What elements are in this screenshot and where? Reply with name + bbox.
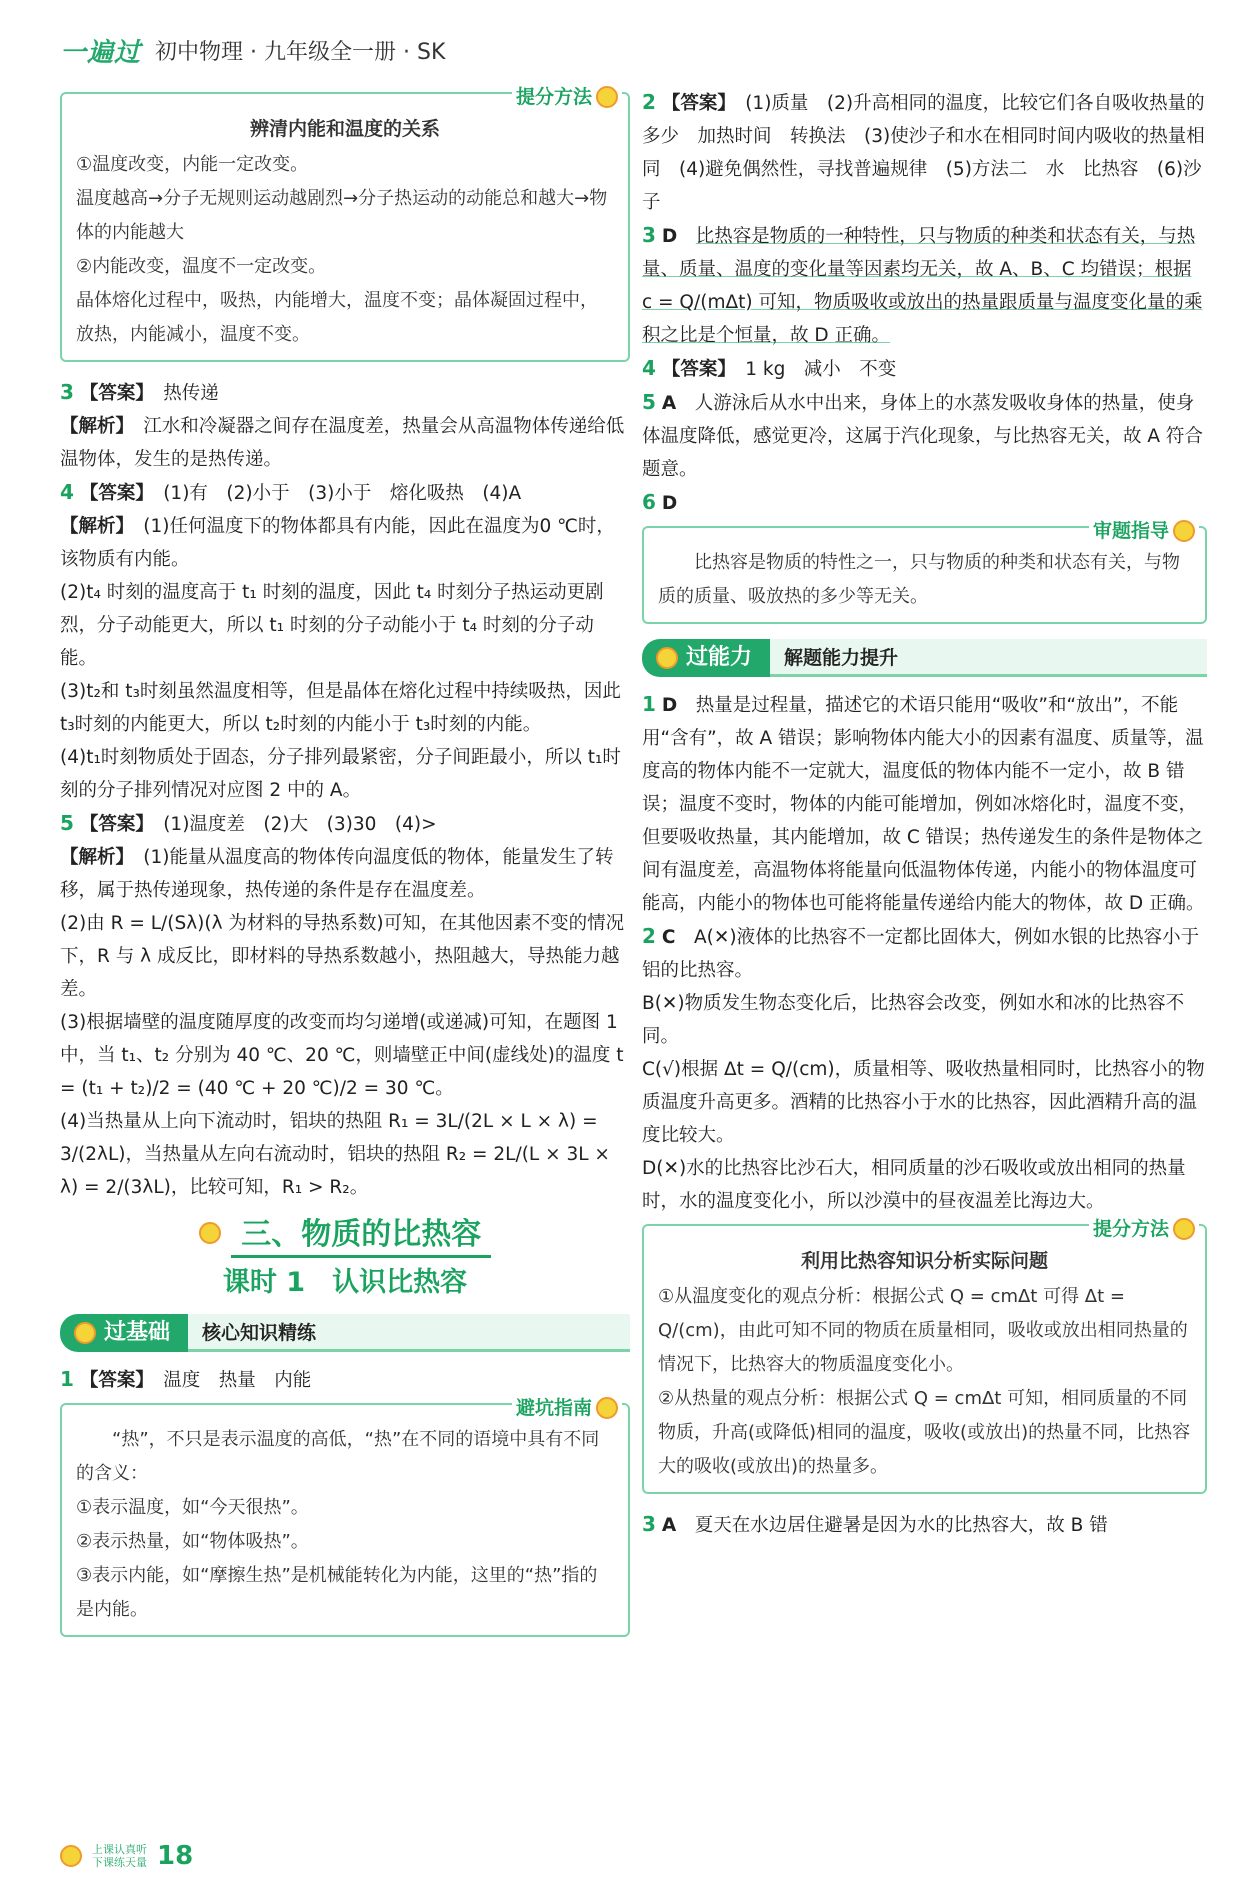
box-line: “热”，不只是表示温度的高低，“热”在不同的语境中具有不同的含义： [76, 1429, 600, 1484]
box-line: 晶体熔化过程中，吸热，内能增大，温度不变；晶体凝固过程中，放热，内能减小，温度不变。 [76, 290, 598, 345]
explain-line: (4)当热量从上向下流动时，铝块的热阻 R₁ = 3L/(2L × L × λ) = 3/(2λL)，当热量从左向右流动时，铝块的热阻 R₂ = 2L/(L × 3L × λ) = 2/(3λL)，比较可知，R₁ > R₂。 [60, 1111, 610, 1198]
box-line: ②表示热量，如“物体吸热”。 [76, 1531, 309, 1552]
box-line: ②内能改变，温度不一定改变。 [76, 256, 327, 277]
choice-answer: 5 A 人游泳后从水中出来，身体上的水蒸发吸收身体的热量，使身体温度降低，感觉更冷，这属于汽化现象，与比热容无关，故 A 符合题意。 [642, 390, 1203, 480]
box-line: 比热容是物质的特性之一，只与物质的种类和状态有关，与物质的质量、吸放热的多少等无关。 [658, 552, 1180, 607]
box-label: 提分方法 [512, 80, 622, 114]
box-label: 提分方法 [1089, 1212, 1199, 1246]
explain-line: (3)t₂和 t₃时刻虽然温度相等，但是晶体在熔化过程中持续吸热，因此 t₃时刻的内能更大，所以 t₂时刻的内能小于 t₃时刻的内能。 [60, 681, 621, 735]
choice-answer: 1 D 热量是过程量，描述它的术语只能用“吸收”和“放出”，不能用“含有”，故 A 错误；影响物体内能大小的因素有温度、质量等，温度高的物体内能不一定就大，温度低的物体内能不一定小，故 B 错误；温度不变时，物体的内能可能增加，例如冰熔化时，温度不变，但要吸收热量，其内能增加，故 C 错误；热传递发生的条件是物体之间有温度差，高温物体将能量向低温物体传递，内能小的物体温度可能高，内能小的物体也可能将能量传递给内能大的物体，故 D 正确。 [642, 692, 1205, 914]
tip-box-method [60, 86, 630, 362]
lesson-title: 课时 1 认识比热容 [222, 1267, 468, 1298]
flower-icon [596, 1397, 618, 1419]
choice-answer: 2 C A(✕)液体的比热容不一定都比固体大，例如水银的比热容小于铝的比热容。 [642, 924, 1200, 981]
explain-line: 【解析】 江水和冷凝器之间存在温度差，热量会从高温物体传递给低温物体，发生的是热传递。 [60, 416, 625, 470]
box-line: ①从温度变化的观点分析：根据公式 Q = cmΔt 可得 Δt = Q/(cm)，由此可知不同的物质在质量相同，吸收或放出相同热量的情况下，比热容大的物质温度变化小。 [658, 1286, 1188, 1375]
explain-line: (3)根据墙壁的温度随厚度的改变而均匀递增(或递减)可知，在题图 1 中，当 t₁、t₂ 分别为 40 ℃、20 ℃，则墙壁正中间(虚线处)的温度 t = (t₁ + t₂)/2 = (40 ℃ + 20 ℃)/2 = 30 ℃。 [60, 1012, 624, 1099]
answer-line: 3 【答案】 热传递 [60, 380, 219, 404]
flower-icon [1173, 520, 1195, 542]
explain-line: B(✕)物质发生物态变化后，比热容会改变，例如水和冰的比热容不同。 [642, 993, 1185, 1047]
flower-icon [1173, 1218, 1195, 1240]
answer-line: 2 【答案】 (1)质量 (2)升高相同的温度，比较它们各自吸收热量的多少 加热时间 转换法 (3)使沙子和水在相同时间内吸收的热量相同 (4)避免偶然性，寻找普遍规律 (5)方法二 水 比热容 (6)沙子 [642, 90, 1205, 213]
box-line: ①温度改变，内能一定改变。 [76, 154, 309, 175]
mascot-icon [60, 1845, 82, 1867]
flower-icon [596, 86, 618, 108]
box-label: 审题指导 [1089, 514, 1199, 548]
box-title: 辨清内能和温度的关系 [249, 118, 440, 140]
choice-answer: 3 A 夏天在水边居住避暑是因为水的比热容大，故 B 错 [642, 1512, 1108, 1536]
answer-line: 4 【答案】 (1)有 (2)小于 (3)小于 熔化吸热 (4)A [60, 480, 522, 504]
brand-logo: 一遍过 [60, 37, 142, 68]
tip-box-pitfall [60, 1397, 630, 1637]
footer-motto: 上课认真听 下课练天量 [92, 1843, 147, 1869]
choice-answer: 6 D [642, 490, 678, 514]
banner-left: 过能力 [642, 639, 770, 677]
explain-line: (2)由 R = L/(Sλ)(λ 为材料的导热系数)可知，在其他因素不变的情况下，R 与 λ 成反比，即材料的导热系数越小，热阻越大，导热能力越差。 [60, 913, 625, 1000]
explain-line: C(√)根据 Δt = Q/(cm)，质量相等、吸收热量相同时，比热容小的物质温度升高更多。酒精的比热容小于水的比热容，因此酒精升高的温度比较大。 [642, 1059, 1205, 1146]
answer-line: 5 【答案】 (1)温度差 (2)大 (3)30 (4)> [60, 811, 437, 835]
explain-line: D(✕)水的比热容比沙石大，相同质量的沙石吸收或放出相同的热量时，水的温度变化小，所以沙漠中的昼夜温差比海边大。 [642, 1158, 1186, 1212]
box-line: ③表示内能，如“摩擦生热”是机械能转化为内能，这里的“热”指的是内能。 [76, 1565, 598, 1620]
book-subtitle: 初中物理 · 九年级全一册 · SK [155, 39, 446, 65]
answer-line: 4 【答案】 1 kg 减小 不变 [642, 356, 897, 380]
answer-line: 1 【答案】 温度 热量 内能 [60, 1367, 312, 1391]
box-line: ①表示温度，如“今天很热”。 [76, 1497, 309, 1518]
choice-answer: 3 D 比热容是物质的一种特性，只与物质的种类和状态有关，与热量、质量、温度的变化量等因素均无关，故 A、B、C 均错误；根据 c = Q/(mΔt) 可知，物质吸收或放出的热量跟质量与温度变化量的乘积之比是个恒量，故 D 正确。 [642, 223, 1203, 346]
tip-box-guide [642, 520, 1207, 624]
banner-right: 核心知识精练 [188, 1314, 630, 1352]
flower-icon [199, 1222, 221, 1244]
banner-ability [642, 638, 1207, 678]
explain-line: (2)t₄ 时刻的温度高于 t₁ 时刻的温度，因此 t₄ 时刻分子热运动更剧烈，分子动能更大，所以 t₁ 时刻的分子动能小于 t₄ 时刻的分子动能。 [60, 582, 604, 669]
page-footer [60, 1841, 193, 1871]
flower-icon [74, 1322, 96, 1344]
banner-basic [60, 1313, 630, 1353]
tip-box-method [642, 1218, 1207, 1494]
section-title: 三、物质的比热容 [60, 1218, 630, 1258]
banner-right: 解题能力提升 [770, 639, 1207, 677]
box-line: 温度越高→分子无规则运动越剧烈→分子热运动的动能总和越大→物体的内能越大 [76, 188, 608, 243]
left-column [60, 86, 630, 1651]
page-header [60, 30, 445, 70]
box-label: 避坑指南 [512, 1391, 622, 1425]
explain-line: 【解析】 (1)任何温度下的物体都具有内能，因此在温度为0 ℃时，该物质有内能。 [60, 516, 615, 570]
right-column [642, 86, 1207, 1542]
box-title: 利用比热容知识分析实际问题 [800, 1250, 1048, 1272]
explain-line: 【解析】 (1)能量从温度高的物体传向温度低的物体，能量发生了转移，属于热传递现象，热传递的条件是存在温度差。 [60, 847, 614, 901]
explain-line: (4)t₁时刻物质处于固态，分子排列最紧密，分子间距最小，所以 t₁时刻的分子排列情况对应图 2 中的 A。 [60, 747, 621, 801]
banner-left: 过基础 [60, 1314, 188, 1352]
box-line: ②从热量的观点分析：根据公式 Q = cmΔt 可知，相同质量的不同物质，升高(或降低)相同的温度，吸收(或放出)的热量不同，比热容大的吸收(或放出)的热量多。 [658, 1388, 1191, 1477]
flower-icon [656, 647, 678, 669]
page-number: 18 [157, 1841, 194, 1871]
